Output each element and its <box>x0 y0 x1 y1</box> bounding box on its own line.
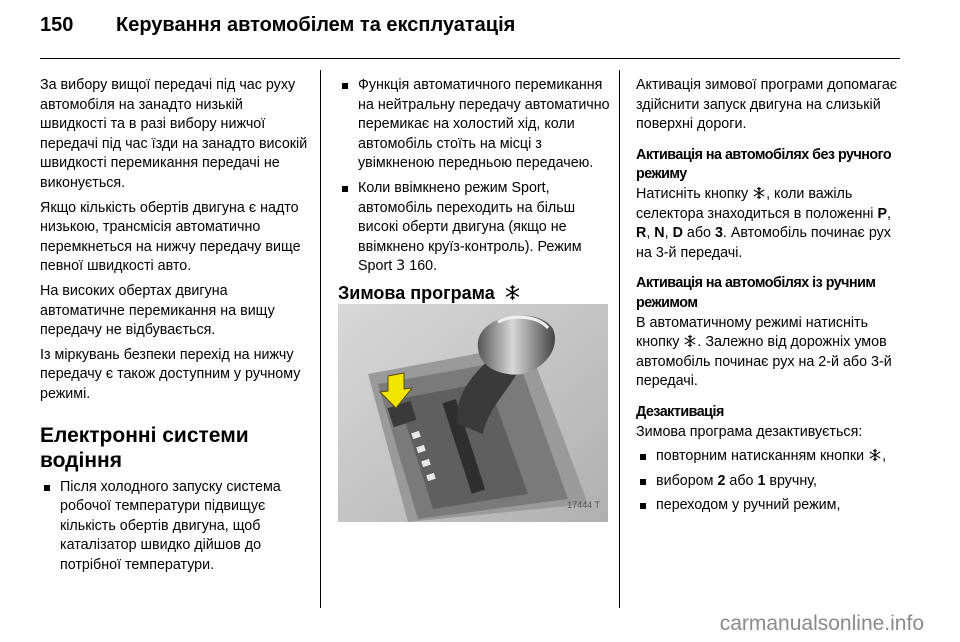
page-ref-arrow-icon[interactable]: 3 <box>396 258 406 275</box>
text: вибором <box>656 472 718 489</box>
bullet-cold-start: Після холодного запуску система робочої температури підвищує кількість обертів двигуна, щоб каталізатор швидко дійшов до потрібної температури. <box>40 478 312 576</box>
bullet-sport-mode <box>338 179 610 277</box>
position-p: P <box>877 205 888 222</box>
sep: або <box>682 225 715 242</box>
section-heading-electronic-systems: Електронні системи водіння <box>40 423 249 472</box>
page-number: 150 <box>40 14 74 36</box>
paragraph-winter-intro: Активація зимової програми допомагає здійснити запуск двигуна на слизькій поверхні дороги. <box>636 77 898 133</box>
text: , <box>882 448 887 465</box>
snowflake-icon <box>868 448 882 462</box>
text: або <box>725 472 758 489</box>
page-header: Керування автомобілем та експлуатація <box>116 14 516 36</box>
column-divider-2 <box>619 70 620 608</box>
paragraph-deactivation: Зимова програма дезактивується: <box>636 423 863 440</box>
subheading-manual-mode: Активація на автомобілях із ручним режимом <box>636 275 876 311</box>
gear-1: 1 <box>757 472 766 489</box>
paragraph-high-revs: На високих обертах двигуна автоматичне перемикання на вищу передачу не відбувається. <box>40 282 275 339</box>
column-2 <box>338 76 610 522</box>
paragraph-upshift: За вибору вищої передачі під час руху автомобіля на занадто низькій швидкості та в разі вибору нижчої передачі під час їзди на занадто високій швидкості перемикання передачі не виконується. <box>40 77 308 191</box>
gear-selector-figure <box>338 304 608 522</box>
position-n: N <box>654 225 665 242</box>
text: повторним натисканням кнопки <box>656 448 869 465</box>
gear-selector-illustration <box>338 304 608 522</box>
header-rule <box>40 58 900 59</box>
sport-page-ref: 160. <box>405 258 438 275</box>
subheading-no-manual-mode: Активація на автомобілях без ручного режиму <box>636 146 892 183</box>
watermark: carmanualsonline.info <box>719 612 924 635</box>
column-1 <box>40 76 312 575</box>
snowflake-icon <box>683 334 697 348</box>
text: Натисніть кнопку <box>636 185 753 202</box>
snowflake-icon <box>752 186 766 200</box>
text: вручну, <box>765 472 817 489</box>
winter-heading-text: Зимова програма <box>338 282 495 303</box>
column-3 <box>636 76 906 516</box>
paragraph-no-manual-mode <box>636 185 906 263</box>
bullet-manual-mode-switch: переходом у ручний режим, <box>636 496 906 516</box>
sport-text: Коли ввімкнено режим Sport, автомобіль переходить на більш високі оберти двигуна (якщо не ввімкнено круїз-контроль). Режим Sport <box>358 179 582 275</box>
text: В автоматичному режимі натисніть кнопку <box>636 314 869 351</box>
column-divider-1 <box>320 70 321 608</box>
bullet-select-gear <box>636 472 906 492</box>
text: . Залежно від дорожніх умов автомобіль починає рух на 2-й або 3-й передачі. <box>636 334 892 390</box>
bullet-press-again <box>636 447 906 467</box>
paragraph-safety: Із міркувань безпеки перехід на нижчу передачу є також доступним у ручному режимі. <box>40 346 301 402</box>
paragraph-manual-mode <box>636 314 906 392</box>
gear-2: 2 <box>717 472 726 489</box>
sep: , <box>664 225 673 242</box>
section-heading-winter-program <box>338 282 610 304</box>
position-3: 3 <box>714 225 723 242</box>
bullet-auto-neutral: Функція автоматичного перемикання на нейтральну передачу автоматично перемикає на холостий хід, коли автомобіль стоїть на місці з увімкненою передньою передачею. <box>338 76 610 174</box>
position-d: D <box>672 225 683 242</box>
text: . Автомобіль починає рух на 3-й передачі. <box>636 225 891 261</box>
text: , коли важіль селектора знаходиться в положенні <box>636 185 878 222</box>
position-r: R <box>636 225 647 242</box>
snowflake-icon <box>504 284 521 301</box>
figure-id: 17444 T <box>567 500 600 511</box>
paragraph-low-revs: Якщо кількість обертів двигуна є надто низькою, трансмісія автоматично перемкнеться на нижчу передачу вище певної швидкості авто. <box>40 199 301 275</box>
subheading-deactivation: Дезактивація <box>636 403 724 420</box>
sep: , <box>887 205 891 222</box>
sep: , <box>646 225 655 242</box>
